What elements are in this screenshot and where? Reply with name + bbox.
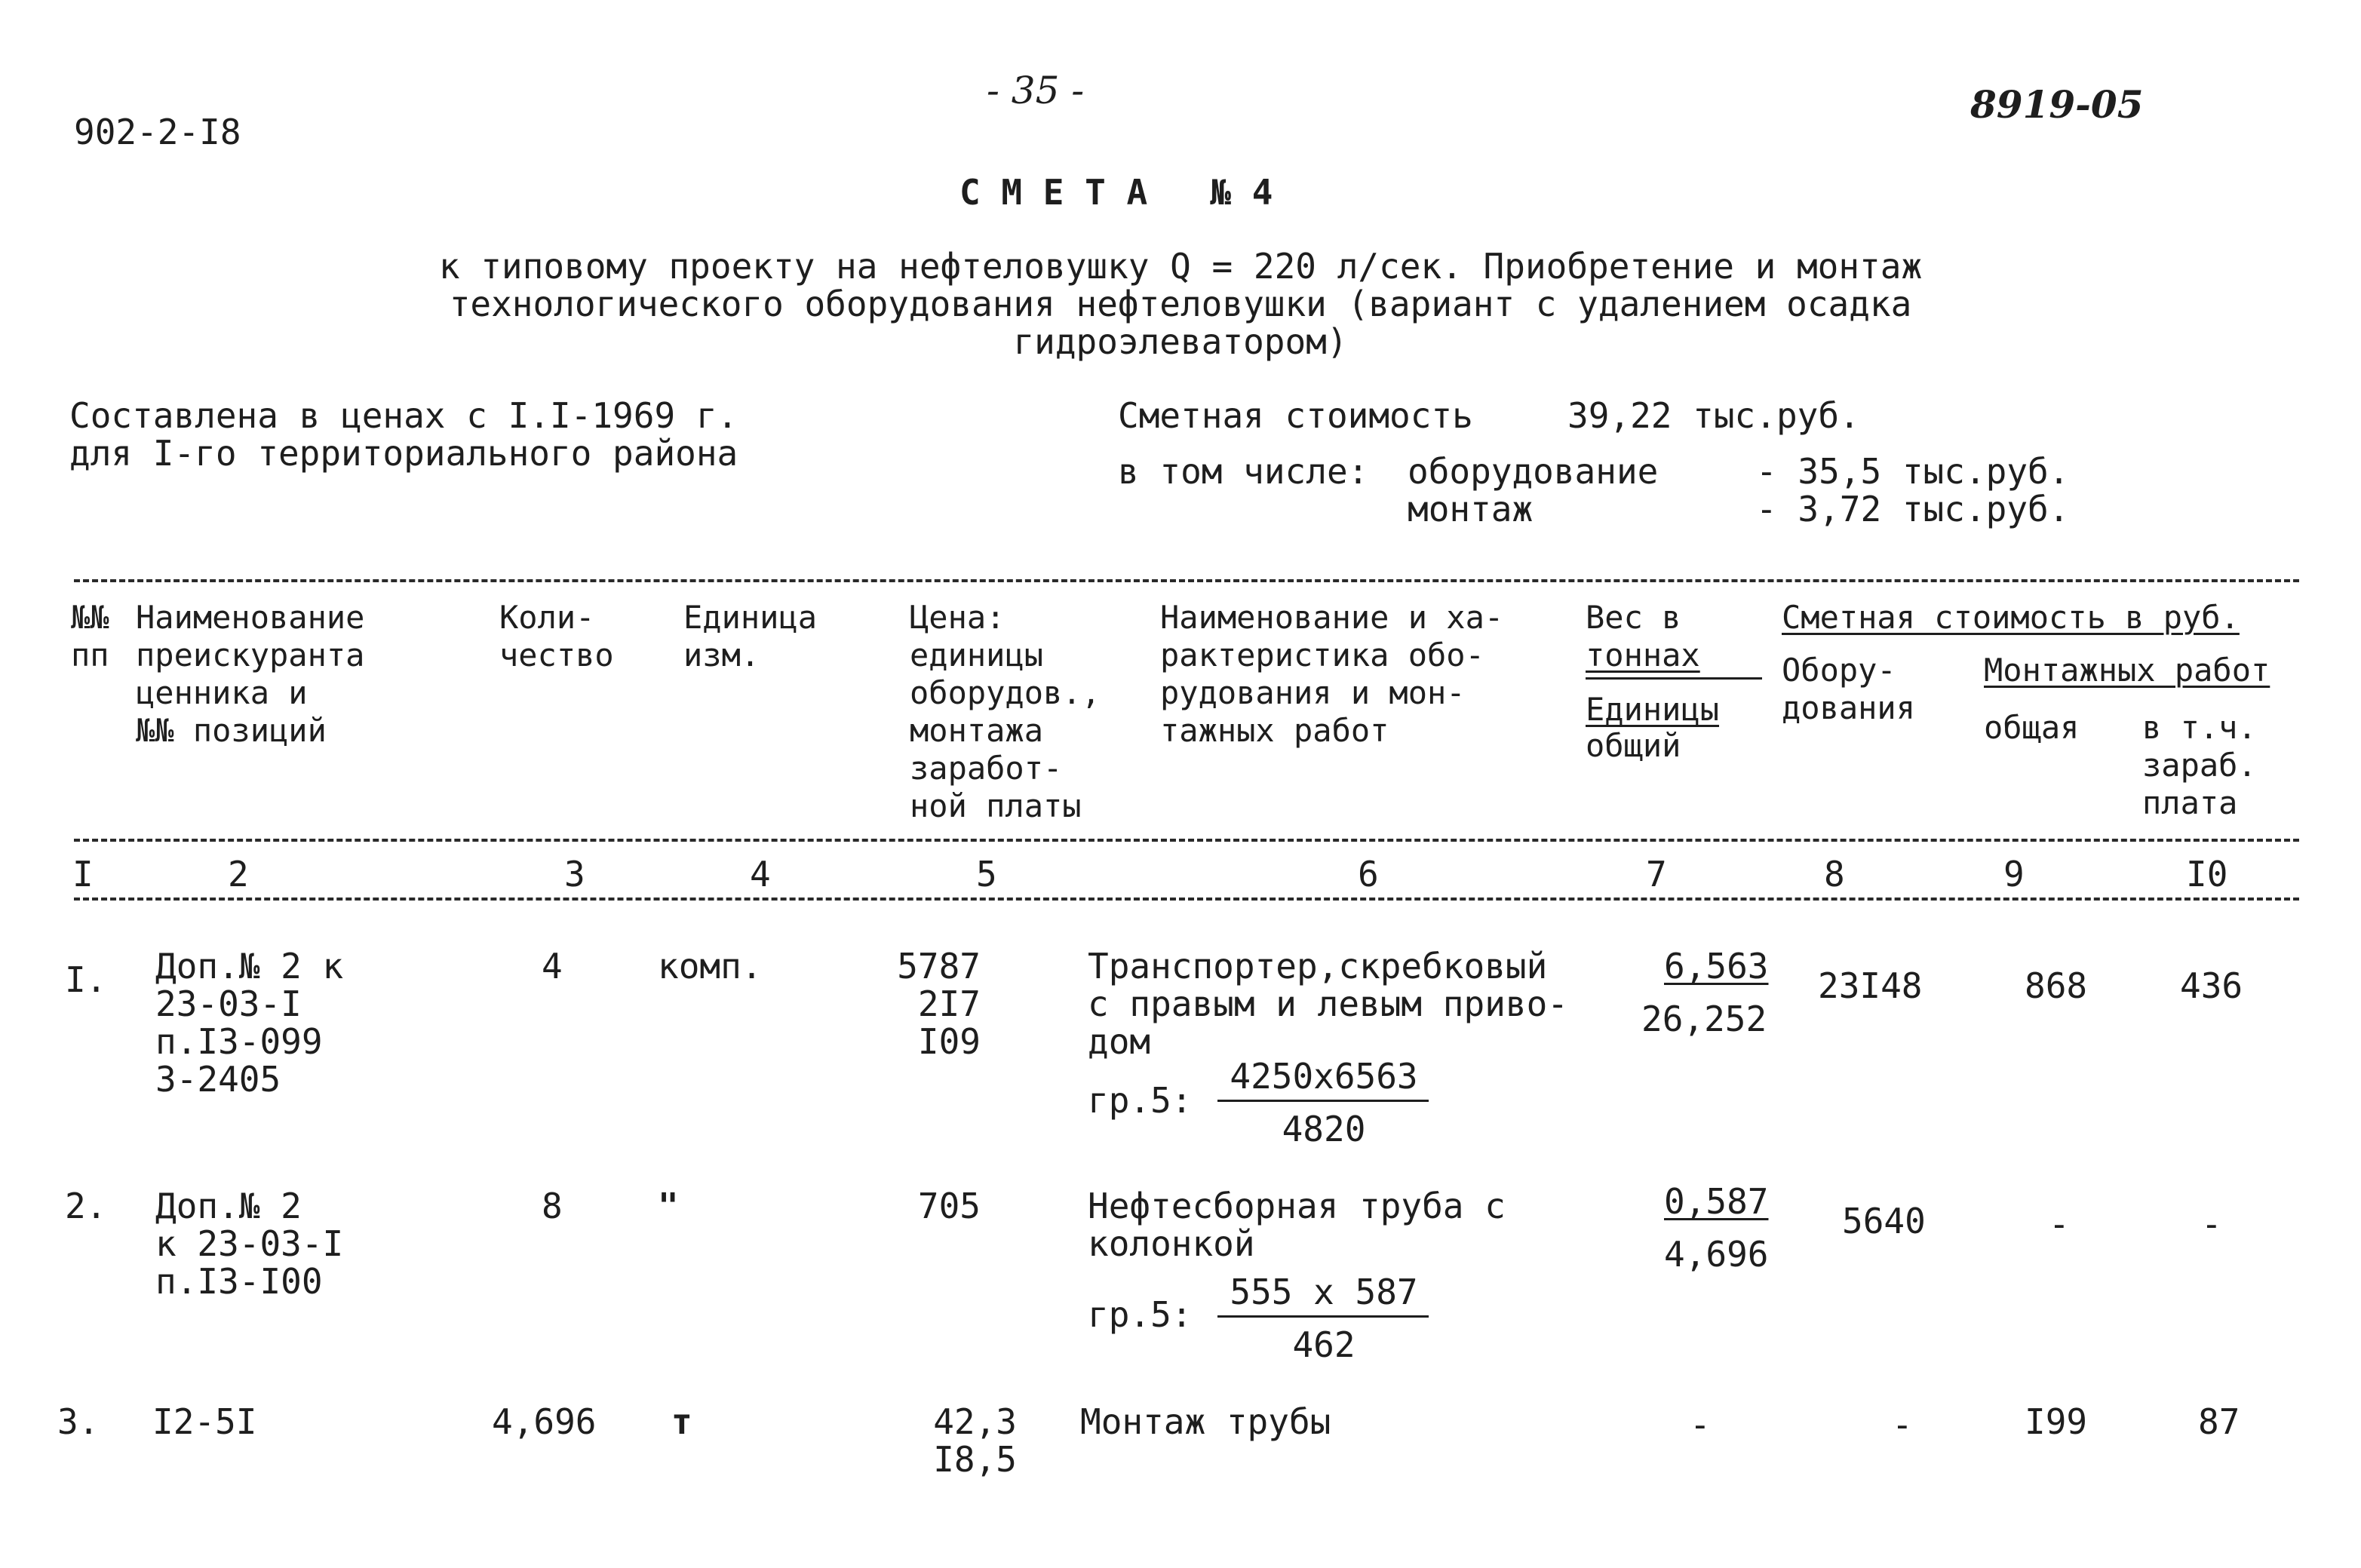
prices-basis: Составлена в ценах с I.I-1969 г.	[69, 395, 738, 436]
formula-numerator: 555 х 587	[1230, 1272, 1418, 1312]
page-title: С М Е Т А № 4	[959, 172, 1273, 213]
row-number: 2.	[65, 1186, 107, 1226]
mounting-wage: 436	[2180, 965, 2243, 1006]
including-label: в том числе:	[1118, 451, 1369, 492]
cost-value: 39,22 тыс.руб.	[1567, 395, 1860, 436]
column-number: I0	[2186, 854, 2228, 894]
col2-header-line: №№ позиций	[136, 712, 327, 749]
weight-per-unit: 0,587	[1664, 1181, 1769, 1222]
mount-group-header: Монтажных работ	[1984, 652, 2270, 689]
col7-header-line: Вес в	[1586, 599, 1681, 636]
price-list-ref: Доп.№ 2 к	[155, 946, 344, 987]
column-number: 4	[750, 854, 771, 894]
subtitle-line: гидроэлеватором)	[1013, 321, 1348, 362]
column-number: 7	[1646, 854, 1667, 894]
mounting-wage: -	[2201, 1204, 2222, 1244]
formula-fraction-bar	[1217, 1315, 1429, 1318]
subtitle-line: к типовому проекту на нефтеловушку Q = 220 л/сек. Приобретение и монтаж	[438, 246, 1923, 287]
description: Нефтесборная труба с	[1088, 1186, 1506, 1226]
col4-header-line: Единица	[683, 599, 818, 636]
col10-header-line: плата	[2142, 784, 2238, 821]
price-list-ref: I2-5I	[152, 1401, 257, 1442]
column-number: 5	[976, 854, 997, 894]
column-number: 3	[564, 854, 585, 894]
unit-price: 2I7	[917, 983, 981, 1024]
header-bottom-divider	[74, 839, 2299, 842]
subtitle-line: технологического оборудования нефтеловушки (вариант с удалением осадка	[449, 284, 1912, 324]
formula-label: гр.5:	[1088, 1294, 1193, 1335]
unit: т	[671, 1401, 692, 1442]
column-numbers-divider	[74, 898, 2299, 901]
description: Монтаж трубы	[1080, 1401, 1331, 1442]
col2-header-line: Наименование	[136, 599, 365, 636]
description: с правым и левым приво-	[1088, 983, 1568, 1024]
col5-header-line: монтажа	[910, 712, 1044, 749]
column-number: 9	[2003, 854, 2025, 894]
price-list-ref: 23-03-I	[155, 983, 302, 1024]
col5-header-line: единицы	[910, 637, 1044, 674]
table-top-divider	[74, 579, 2299, 582]
mounting-total: I99	[2025, 1401, 2088, 1442]
col2-header-line: ценника и	[136, 674, 308, 711]
equipment-cost: 23I48	[1818, 965, 1923, 1006]
col3-header-line: Коли-	[499, 599, 595, 636]
formula-label: гр.5:	[1088, 1080, 1193, 1121]
formula-denominator: 462	[1292, 1324, 1356, 1365]
cost-group-header: Сметная стоимость в руб.	[1782, 599, 2240, 636]
weight-header-rule	[1586, 677, 1762, 680]
equipment-cost: 5640	[1842, 1201, 1926, 1241]
col8-header-line: дования	[1782, 689, 1916, 726]
document-code: 902-2-I8	[74, 112, 241, 152]
col10-header-line: зараб.	[2142, 747, 2257, 784]
unit-price: I09	[917, 1021, 981, 1062]
col5-header-line: Цена:	[910, 599, 1005, 636]
mounting-total: -	[2049, 1204, 2070, 1244]
quantity: 4	[542, 946, 563, 987]
page-number: - 35 -	[987, 69, 1085, 112]
weight-per-unit: -	[1690, 1404, 1711, 1445]
mounting-wage: 87	[2198, 1401, 2240, 1442]
unit-price: 5787	[897, 946, 981, 987]
unit-price: 705	[917, 1186, 981, 1226]
quantity: 8	[542, 1186, 563, 1226]
equipment-cost: -	[1892, 1404, 1913, 1445]
weight-total: 26,252	[1641, 999, 1767, 1039]
unit-price: I8,5	[933, 1439, 1017, 1480]
price-list-ref: к 23-03-I	[155, 1223, 344, 1264]
territorial-region: для I-го территориального района	[69, 433, 738, 474]
mounting-total: 868	[2025, 965, 2088, 1006]
price-list-ref: п.I3-I00	[155, 1261, 323, 1302]
col1-header-line: пп	[71, 637, 109, 674]
unit-price: 42,3	[933, 1401, 1017, 1442]
description: дом	[1088, 1021, 1151, 1062]
column-number: I	[72, 854, 94, 894]
price-list-ref: Доп.№ 2	[155, 1186, 302, 1226]
col5-header-line: заработ-	[910, 750, 1063, 787]
weight-total: 4,696	[1664, 1234, 1769, 1275]
column-number: 8	[1824, 854, 1845, 894]
col6-header-line: тажных работ	[1160, 712, 1389, 749]
weight-per-unit: 6,563	[1664, 946, 1769, 987]
quantity: 4,696	[492, 1401, 597, 1442]
price-list-ref: п.I3-099	[155, 1021, 323, 1062]
col2-header-line: преискуранта	[136, 637, 365, 674]
formula-fraction-bar	[1217, 1100, 1429, 1102]
mounting-label: монтаж	[1408, 489, 1534, 529]
col7-header-line: тоннах	[1586, 637, 1700, 674]
col5-header-line: ной платы	[910, 787, 1082, 824]
description: колонкой	[1088, 1223, 1255, 1264]
row-number: 3.	[57, 1401, 100, 1442]
row-number: I.	[65, 959, 107, 1000]
formula-numerator: 4250х6563	[1230, 1056, 1418, 1097]
stamp-number: 8919-05	[1970, 82, 2144, 127]
equipment-label: оборудование	[1408, 451, 1659, 492]
equipment-value: - 35,5 тыс.руб.	[1756, 451, 2070, 492]
cost-label: Сметная стоимость	[1118, 395, 1473, 436]
col4-header-line: изм.	[683, 637, 760, 674]
unit: комп.	[658, 946, 763, 987]
unit: "	[658, 1186, 679, 1226]
col7-header-line: Единицы	[1586, 691, 1720, 728]
col1-header-line: №№	[71, 599, 109, 636]
col3-header-line: чество	[499, 637, 614, 674]
col7-header-line: общий	[1586, 727, 1681, 764]
mounting-value: - 3,72 тыс.руб.	[1756, 489, 2070, 529]
price-list-ref: 3-2405	[155, 1059, 281, 1100]
col9-header-line: общая	[1984, 709, 2080, 746]
column-number: 2	[228, 854, 249, 894]
col8-header-line: Обору-	[1782, 652, 1896, 689]
col6-header-line: Наименование и ха-	[1160, 599, 1504, 636]
formula-denominator: 4820	[1282, 1109, 1366, 1149]
col5-header-line: оборудов.,	[910, 674, 1101, 711]
col10-header-line: в т.ч.	[2142, 709, 2257, 746]
column-number: 6	[1358, 854, 1379, 894]
col6-header-line: рудования и мон-	[1160, 674, 1466, 711]
description: Транспортер,скребковый	[1088, 946, 1548, 987]
col6-header-line: рактеристика обо-	[1160, 637, 1484, 674]
